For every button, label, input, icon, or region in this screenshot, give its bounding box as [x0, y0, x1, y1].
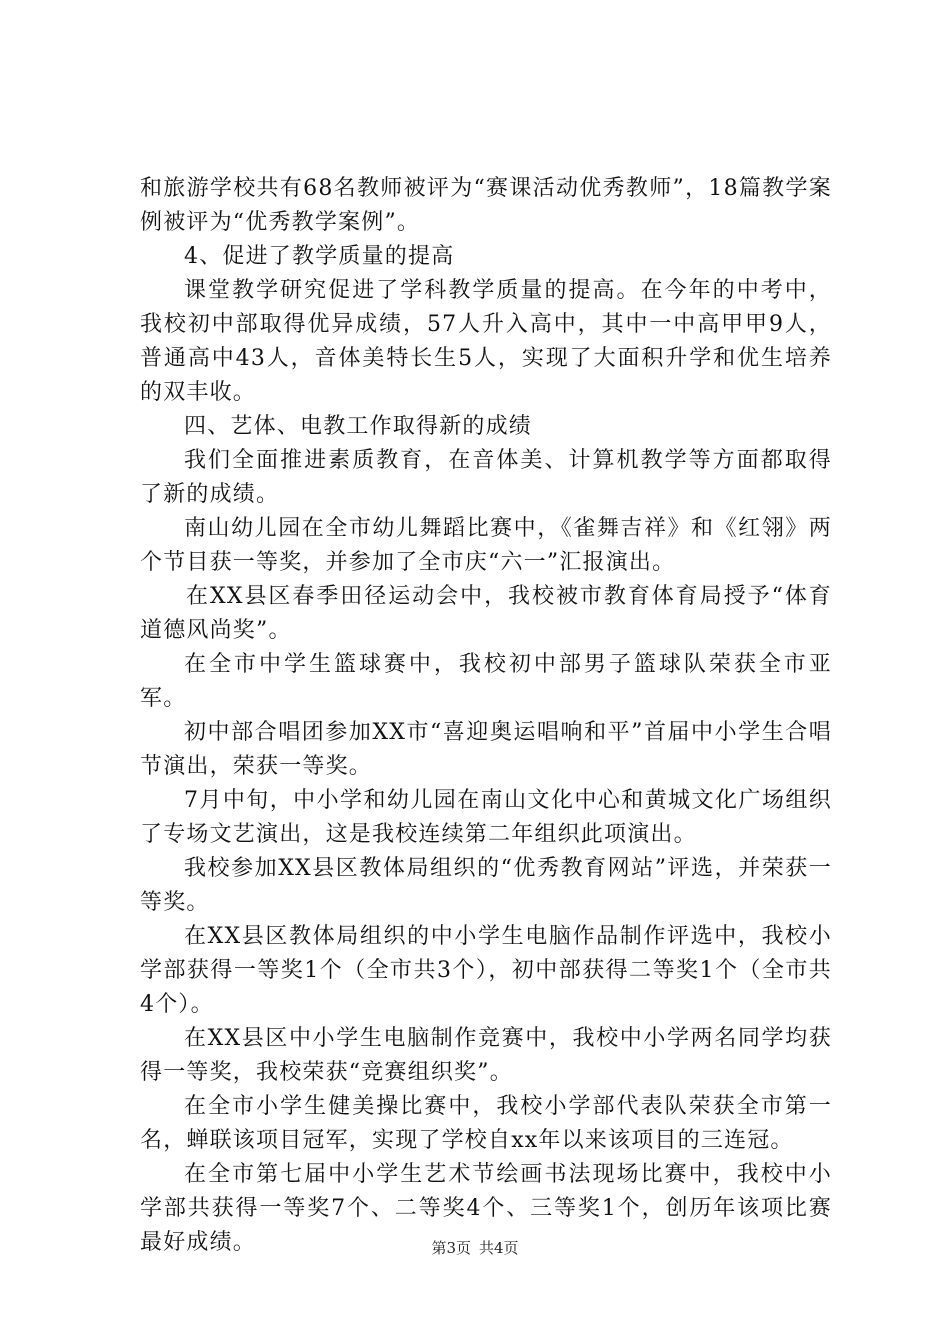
page-total: 共4页 — [479, 1239, 519, 1257]
section-heading-teaching-quality: 4、促进了教学质量的提高 — [184, 244, 455, 269]
paragraph-12: 在XX县区教体局组织的中小学生电脑作品制作评选中，我校小学部获得一等奖1个（全市共3个），初中部获得二等奖1个（全市共4个）。 — [140, 924, 832, 1017]
paragraph-5: 我们全面推进素质教育，在音体美、计算机教学等方面都取得了新的成绩。 — [140, 448, 832, 507]
paragraph-14: 在全市小学生健美操比赛中，我校小学部代表队荣获全市第一名，蝉联该项目冠军，实现了学校自xx年以来该项目的三连冠。 — [140, 1094, 832, 1153]
paragraph-11: 我校参加XX县区教体局组织的“优秀教育网站”评选，并荣获一等奖。 — [140, 856, 832, 915]
paragraph-1: 和旅游学校共有68名教师被评为“赛课活动优秀教师”，18篇教学案例被评为“优秀教学案例”。 — [140, 176, 832, 235]
section-heading-arts-sports: 四、艺体、电教工作取得新的成绩 — [184, 414, 533, 439]
paragraph-8: 在全市中学生篮球赛中，我校初中部男子篮球队荣获全市亚军。 — [140, 652, 832, 711]
paragraph-10: 7月中旬，中小学和幼儿园在南山文化中心和黄城文化广场组织了专场文艺演出，这是我校连续第二年组织此项演出。 — [140, 788, 832, 847]
page-footer — [0, 1238, 950, 1258]
paragraph-15: 在全市第七届中小学生艺术节绘画书法现场比赛中，我校中小学部共获得一等奖7个、二等奖4个、三等奖1个，创历年该项比赛最好成绩。 — [140, 1162, 832, 1255]
paragraph-9: 初中部合唱团参加XX市“喜迎奥运唱响和平”首届中小学生合唱节演出，荣获一等奖。 — [140, 720, 832, 779]
document-body — [140, 172, 832, 1260]
paragraph-13: 在XX县区中小学生电脑制作竞赛中，我校中小学两名同学均获得一等奖，我校荣获“竞赛组织奖”。 — [140, 1026, 832, 1085]
paragraph-6: 南山幼儿园在全市幼儿舞蹈比赛中，《雀舞吉祥》和《红翎》两个节目获一等奖，并参加了全市庆“六一”汇报演出。 — [140, 516, 832, 575]
paragraph-7: 在XX县区春季田径运动会中，我校被市教育体育局授予“体育道德风尚奖”。 — [140, 584, 832, 643]
paragraph-3: 课堂教学研究促进了学科教学质量的提高。在今年的中考中，我校初中部取得优异成绩，57人升入高中，其中一中高甲甲9人，普通高中43人，音体美特长生5人，实现了大面积升学和优生培养的双丰收。 — [140, 278, 832, 405]
page-number: 第3页 — [431, 1239, 471, 1257]
